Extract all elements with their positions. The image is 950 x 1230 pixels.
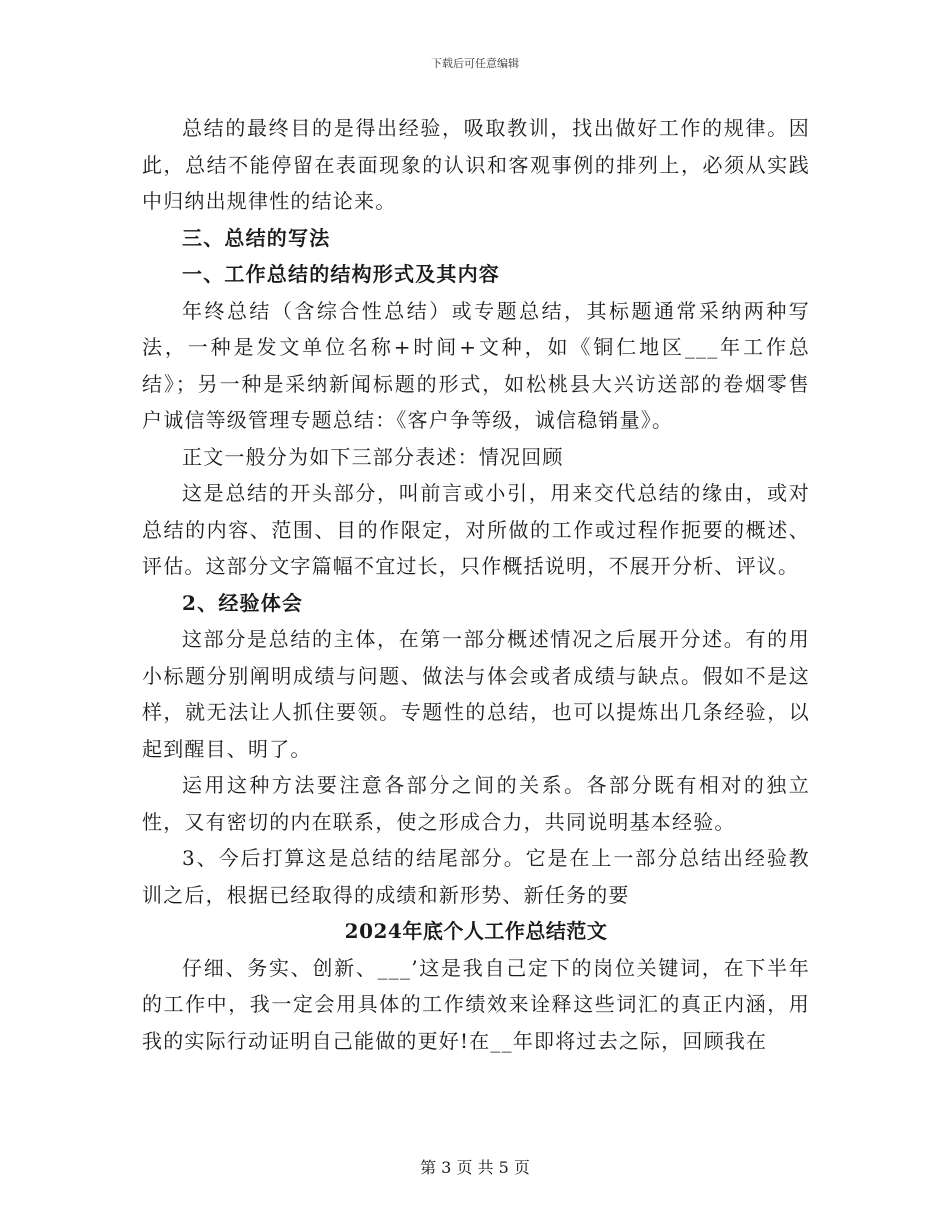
paragraph-title-format: 年终总结（含综合性总结）或专题总结，其标题通常采纳两种写法，一种是发文单位名称+时间+文种，如《铜仁地区___年工作总结》；另一种是采纳新闻标题的形式，如松桃县大兴访送部的卷烟零售户诚信等级管理专题总结：《客户争等级，诚信稳销量》。 xyxy=(142,298,810,432)
paragraph-relations: 运用这种方法要注意各部分之间的关系。各部分既有相对的独立性，又有密切的内在联系，使之形成合力，共同说明基本经验。 xyxy=(142,773,810,834)
section-title: 2024年底个人工作总结范文 xyxy=(344,919,608,943)
page-number: 第 3 页 共 5 页 xyxy=(420,1158,530,1177)
paragraph-future-plan: 3、今后打算这是总结的结尾部分。它是在上一部分总结出经验教训之后，根据已经取得的成绩和新形势、新任务的要 xyxy=(142,846,810,907)
paragraph-body-parts: 正文一般分为如下三部分表述：情况回顾 xyxy=(182,444,564,469)
header-note: 下载后可任意编辑 xyxy=(431,57,519,70)
heading-structure: 一、工作总结的结构形式及其内容 xyxy=(182,262,500,286)
paragraph-main-body: 这部分是总结的主体，在第一部分概述情况之后展开分述。有的用小标题分别阐明成绩与问题、做法与体会或者成绩与缺点。假如不是这样，就无法让人抓住要领。专题性的总结，也可以提炼出几条经验，以起到醒目、明了。 xyxy=(142,627,810,761)
heading-experience: 2、经验体会 xyxy=(182,590,304,615)
paragraph-summary-purpose: 总结的最终目的是得出经验，吸取教训，找出做好工作的规律。因此，总结不能停留在表面现象的认识和客观事例的排列上，必须从实践中归纳出规律性的结论来。 xyxy=(142,116,810,213)
paragraph-opening-section: 这是总结的开头部分，叫前言或小引，用来交代总结的缘由，或对总结的内容、范围、目的作限定，对所做的工作或过程作扼要的概述、评估。这部分文字篇幅不宜过长，只作概括说明，不展开分析、评议。 xyxy=(142,481,810,578)
paragraph-keywords: 仔细、务实、创新、___’这是我自己定下的岗位关键词，在下半年的工作中，我一定会用具体的工作绩效来诠释这些词汇的真正内涵，用我的实际行动证明自己能做的更好!在__年即将过去之际，回顾我在 xyxy=(142,955,810,1053)
document-body xyxy=(142,110,810,1059)
heading-writing-method: 三、总结的写法 xyxy=(182,225,331,250)
